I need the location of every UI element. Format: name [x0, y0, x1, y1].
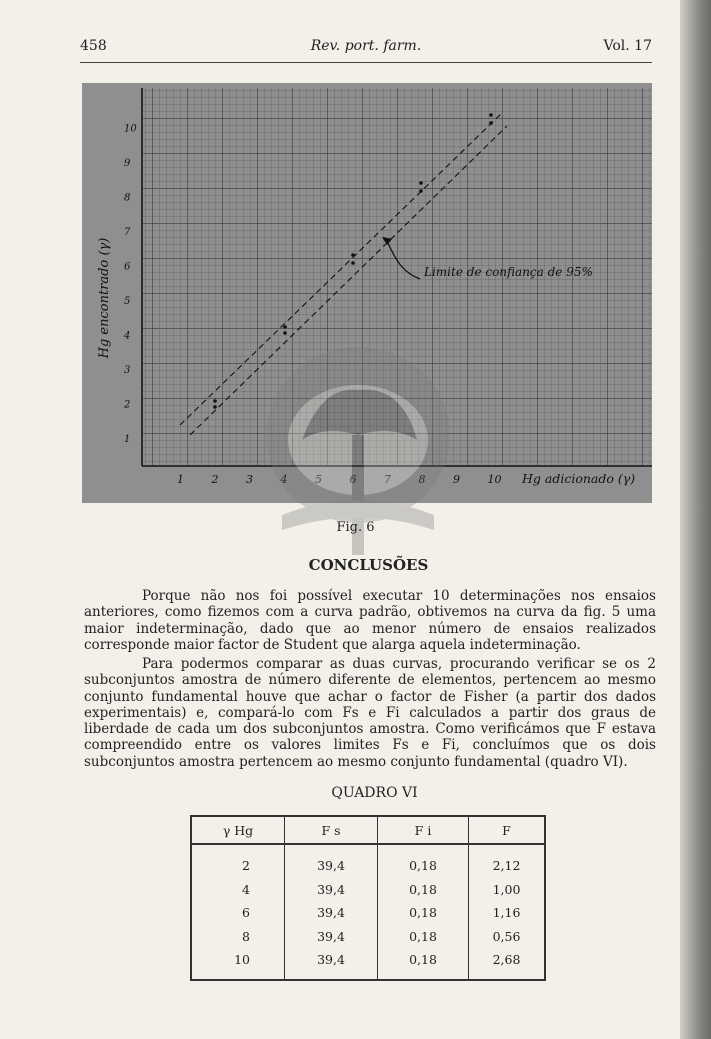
- x-tick-label: 4: [280, 473, 288, 486]
- y-tick-label: 5: [124, 296, 131, 307]
- y-tick-label: 4: [124, 330, 131, 342]
- column-header: F s: [285, 816, 378, 844]
- table-cell: 39,4: [285, 878, 378, 902]
- x-tick-label: 7: [384, 473, 391, 486]
- figure-caption: Fig. 6: [336, 520, 375, 535]
- table-cell: 4: [242, 881, 250, 897]
- table-cell: 0,18: [378, 948, 469, 980]
- journal-title: Rev. port. farm.: [310, 38, 422, 54]
- table-cell: 0,18: [378, 878, 469, 902]
- section-title: CONCLUSÕES: [308, 556, 429, 574]
- y-tick-label: 9: [124, 158, 131, 169]
- table-cell: 10: [234, 952, 250, 968]
- table-title: QUADRO VI: [331, 785, 418, 801]
- table-row: [191, 878, 545, 902]
- table-row: [191, 948, 545, 980]
- page-number: 458: [80, 38, 107, 54]
- y-tick-label: 8: [124, 192, 131, 204]
- table-cell: 6: [242, 905, 250, 921]
- x-tick-label: 8: [418, 473, 426, 486]
- paragraph-text: Para podermos comparar as duas curvas, procurando verificar se os 2 subconjuntos amostra de número diferente de elementos, pertencem ao mesmo conjunto fundamental houve que achar o factor de Fisher (a partir dos dados experimentais) e, compará-lo com Fs e Fi calculados a partir dos graus de liberdade de cada um dos subconjuntos amostra. Como verificámos que F estava compreendido entre os valores limites Fs e Fi, concluímos que os dois subconjuntos amostra pertencem ao mesmo conjunto fundamental (quadro VI).: [84, 656, 656, 770]
- table-row: [191, 925, 545, 949]
- y-tick-label: 2: [124, 399, 131, 411]
- table-cell: 1,00: [469, 878, 546, 902]
- confidence-annotation: Limite de confiança de 95%: [424, 265, 593, 279]
- table-cell: 39,4: [285, 925, 378, 949]
- column-header: F: [469, 816, 546, 844]
- y-tick-label: 10: [124, 123, 137, 135]
- table-cell: 2,12: [469, 844, 546, 878]
- x-tick-label: 3: [246, 473, 253, 486]
- table-cell: 2,68: [469, 948, 546, 980]
- paragraph-text: Porque não nos foi possível executar 10 determinações nos ensaios anteriores, como fizemos com a curva padrão, obtivemos na curva da fig. 5 uma maior indeterminação, dado que ao menor número de ensaios realizados corresponde maior factor de Student que alarga aquela indeterminação.: [84, 588, 656, 653]
- figure-graph: [82, 83, 652, 503]
- page-header: [80, 36, 652, 60]
- table-cell: 1,16: [469, 901, 546, 925]
- x-tick-label: 6: [349, 473, 357, 486]
- y-tick-label: 3: [124, 365, 131, 376]
- column-header: γ Hg: [191, 816, 285, 844]
- table-cell: 2: [242, 858, 250, 874]
- x-tick-label: 2: [211, 473, 219, 486]
- volume-label: Vol. 17: [603, 38, 652, 54]
- quadro-vi-table: [190, 815, 546, 981]
- table-cell: 39,4: [285, 948, 378, 980]
- x-tick-label: 10: [487, 473, 502, 486]
- table-cell: 39,4: [285, 844, 378, 878]
- table-cell: 8: [242, 928, 250, 944]
- y-tick-label: 1: [124, 434, 131, 445]
- table-cell: 39,4: [285, 901, 378, 925]
- paragraph-1: [84, 588, 656, 653]
- table-row: [191, 901, 545, 925]
- table-cell: 0,56: [469, 925, 546, 949]
- table-header-row: [191, 816, 545, 844]
- table-row: [191, 844, 545, 878]
- table-cell: 0,18: [378, 844, 469, 878]
- column-header: F i: [378, 816, 469, 844]
- x-axis-label: Hg adicionado (γ): [522, 471, 636, 486]
- y-axis-label: Hg encontrado (γ): [97, 237, 112, 359]
- x-tick-label: 9: [453, 473, 460, 486]
- x-tick-label: 5: [315, 473, 322, 486]
- x-tick-label: 1: [177, 473, 184, 486]
- y-tick-label: 6: [124, 261, 131, 273]
- paragraph-2: [84, 656, 656, 770]
- table-cell: 0,18: [378, 901, 469, 925]
- header-rule: [80, 62, 652, 63]
- y-tick-label: 7: [124, 227, 131, 238]
- table-cell: 0,18: [378, 925, 469, 949]
